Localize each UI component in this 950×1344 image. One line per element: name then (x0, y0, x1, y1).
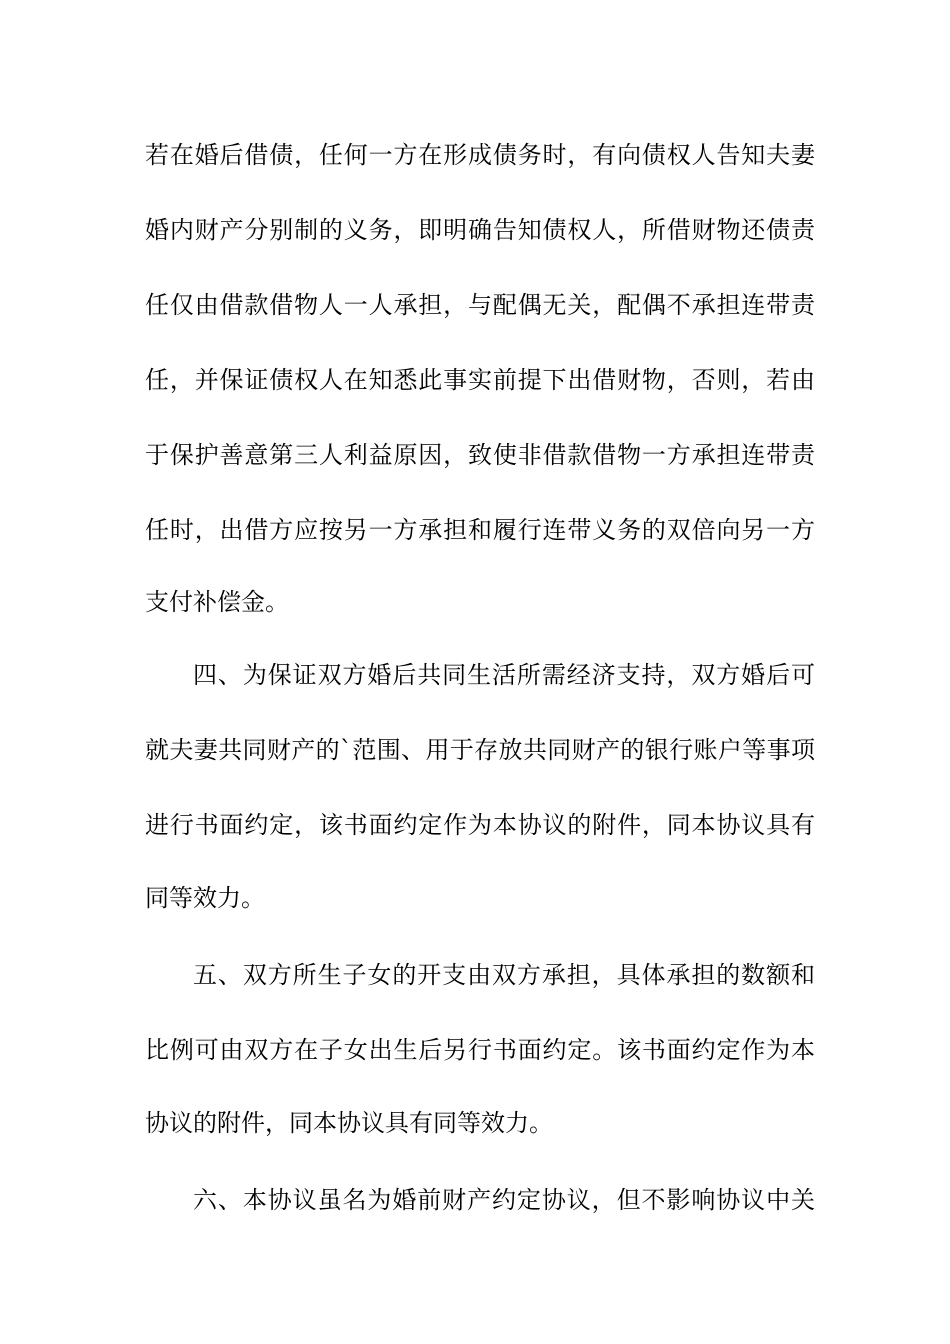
body-line: 就夫妻共同财产的`范围、用于存放共同财产的银行账户等事项 (145, 736, 815, 764)
body-line: 比例可由双方在子女出生后另行书面约定。该书面约定作为本 (145, 1036, 815, 1064)
paragraph-end-line: 支付补偿金。 (145, 588, 289, 616)
body-line: 婚内财产分别制的义务，即明确告知债权人，所借财物还债责 (145, 216, 815, 244)
paragraph-first-line: 六、本协议虽名为婚前财产约定协议，但不影响协议中关 (193, 1186, 815, 1214)
body-line: 任，并保证债权人在知悉此事实前提下出借财物，否则，若由 (145, 366, 815, 394)
paragraph-first-line: 四、为保证双方婚后共同生活所需经济支持，双方婚后可 (193, 661, 815, 689)
body-line: 任仅由借款借物人一人承担，与配偶无关，配偶不承担连带责 (145, 291, 815, 319)
body-line: 任时，出借方应按另一方承担和履行连带义务的双倍向另一方 (145, 516, 815, 544)
body-line: 若在婚后借债，任何一方在形成债务时，有向债权人告知夫妻 (145, 141, 815, 169)
paragraph-first-line: 五、双方所生子女的开支由双方承担，具体承担的数额和 (193, 961, 815, 989)
body-line: 于保护善意第三人利益原因，致使非借款借物一方承担连带责 (145, 441, 815, 469)
body-line: 进行书面约定，该书面约定作为本协议的附件，同本协议具有 (145, 811, 815, 839)
paragraph-end-line: 同等效力。 (145, 884, 265, 912)
paragraph-end-line: 协议的附件，同本协议具有同等效力。 (145, 1109, 553, 1137)
